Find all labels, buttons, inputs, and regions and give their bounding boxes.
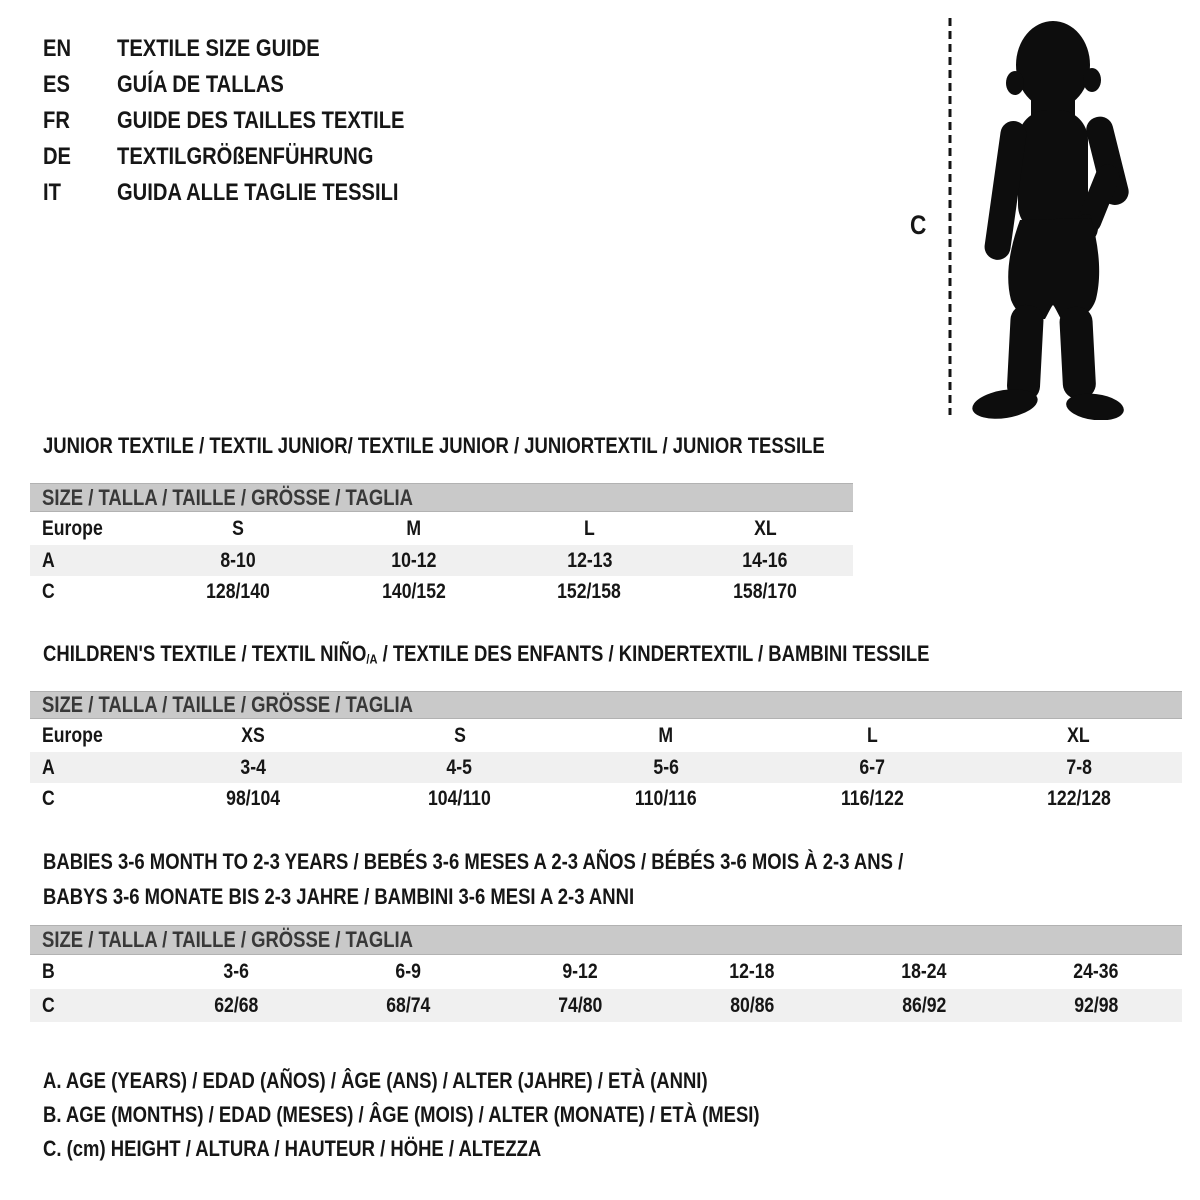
children-size-table bbox=[30, 691, 1182, 815]
lang-row-es bbox=[43, 67, 643, 103]
lang-row-it bbox=[43, 175, 643, 211]
table-row: A 3-4 4-5 5-6 6-7 7-8 bbox=[30, 752, 1182, 783]
guide-title-es: GUÍA DE TALLAS bbox=[117, 71, 284, 98]
children-section-title: CHILDREN'S TEXTILE / TEXTIL NIÑO/A / TEXTILE DES ENFANTS / KINDERTEXTIL / BAMBINI TESSILE bbox=[43, 641, 930, 667]
table-row: Europe XS S M L XL bbox=[30, 719, 1182, 752]
junior-size-header-bar: SIZE / TALLA / TAILLE / GRÖSSE / TAGLIA bbox=[30, 483, 853, 512]
height-measure-label: C bbox=[910, 210, 927, 240]
legend-age-years: A. AGE (YEARS) / EDAD (AÑOS) / ÂGE (ANS) / ALTER (JAHRE) / ETÀ (ANNI) bbox=[43, 1068, 708, 1093]
lang-code: DE bbox=[43, 143, 72, 170]
row-label: C bbox=[42, 787, 55, 810]
lang-row-en bbox=[43, 31, 643, 67]
legend-age-months: B. AGE (MONTHS) / EDAD (MESES) / ÂGE (MOIS) / ALTER (MONATE) / ETÀ (MESI) bbox=[43, 1102, 760, 1127]
language-header bbox=[43, 31, 643, 211]
babies-section-title-line1: BABIES 3-6 MONTH TO 2-3 YEARS / BEBÉS 3-6 MESES A 2-3 AÑOS / BÉBÉS 3-6 MOIS À 2-3 ANS / bbox=[43, 849, 904, 874]
lang-code: FR bbox=[43, 107, 70, 134]
toddler-body bbox=[970, 21, 1131, 420]
nino-a-subscript: /A bbox=[366, 651, 378, 667]
row-label: C bbox=[42, 994, 55, 1017]
guide-title-it: GUIDA ALLE TAGLIE TESSILI bbox=[117, 179, 399, 206]
table-row: C 98/104 104/110 110/116 116/122 122/128 bbox=[30, 783, 1182, 815]
junior-size-table bbox=[30, 483, 853, 608]
row-label: B bbox=[42, 960, 55, 983]
measurement-legend bbox=[43, 1064, 896, 1166]
table-row: C 62/68 68/74 74/80 80/86 86/92 92/98 bbox=[30, 989, 1182, 1022]
babies-size-header-bar: SIZE / TALLA / TAILLE / GRÖSSE / TAGLIA bbox=[30, 925, 1182, 955]
lang-row-fr bbox=[43, 103, 643, 139]
row-label: Europe bbox=[42, 724, 103, 747]
children-size-header-bar: SIZE / TALLA / TAILLE / GRÖSSE / TAGLIA bbox=[30, 691, 1182, 719]
row-label: A bbox=[42, 756, 55, 779]
table-row: B 3-6 6-9 9-12 12-18 18-24 24-36 bbox=[30, 955, 1182, 989]
babies-size-table bbox=[30, 925, 1182, 1022]
toddler-silhouette bbox=[900, 8, 1160, 420]
guide-title-fr: GUIDE DES TAILLES TEXTILE bbox=[117, 107, 405, 134]
row-label: Europe bbox=[42, 517, 103, 540]
row-label: A bbox=[42, 549, 55, 572]
table-row: A 8-10 10-12 12-13 14-16 bbox=[30, 545, 853, 576]
legend-height-cm: C. (cm) HEIGHT / ALTURA / HAUTEUR / HÖHE / ALTEZZA bbox=[43, 1136, 542, 1161]
lang-code: IT bbox=[43, 179, 61, 206]
guide-title-de: TEXTILGRÖßENFÜHRUNG bbox=[117, 143, 374, 170]
table-row: C 128/140 140/152 152/158 158/170 bbox=[30, 576, 853, 608]
table-row: Europe S M L XL bbox=[30, 512, 853, 545]
babies-section-title-line2: BABYS 3-6 MONATE BIS 2-3 JAHRE / BAMBINI 3-6 MESI A 2-3 ANNI bbox=[43, 884, 635, 909]
row-label: C bbox=[42, 580, 55, 603]
lang-code: EN bbox=[43, 35, 72, 62]
junior-section-title: JUNIOR TEXTILE / TEXTIL JUNIOR/ TEXTILE JUNIOR / JUNIORTEXTIL / JUNIOR TESSILE bbox=[43, 433, 825, 458]
guide-title-en: TEXTILE SIZE GUIDE bbox=[117, 35, 320, 62]
lang-row-de bbox=[43, 139, 643, 175]
lang-code: ES bbox=[43, 71, 70, 98]
